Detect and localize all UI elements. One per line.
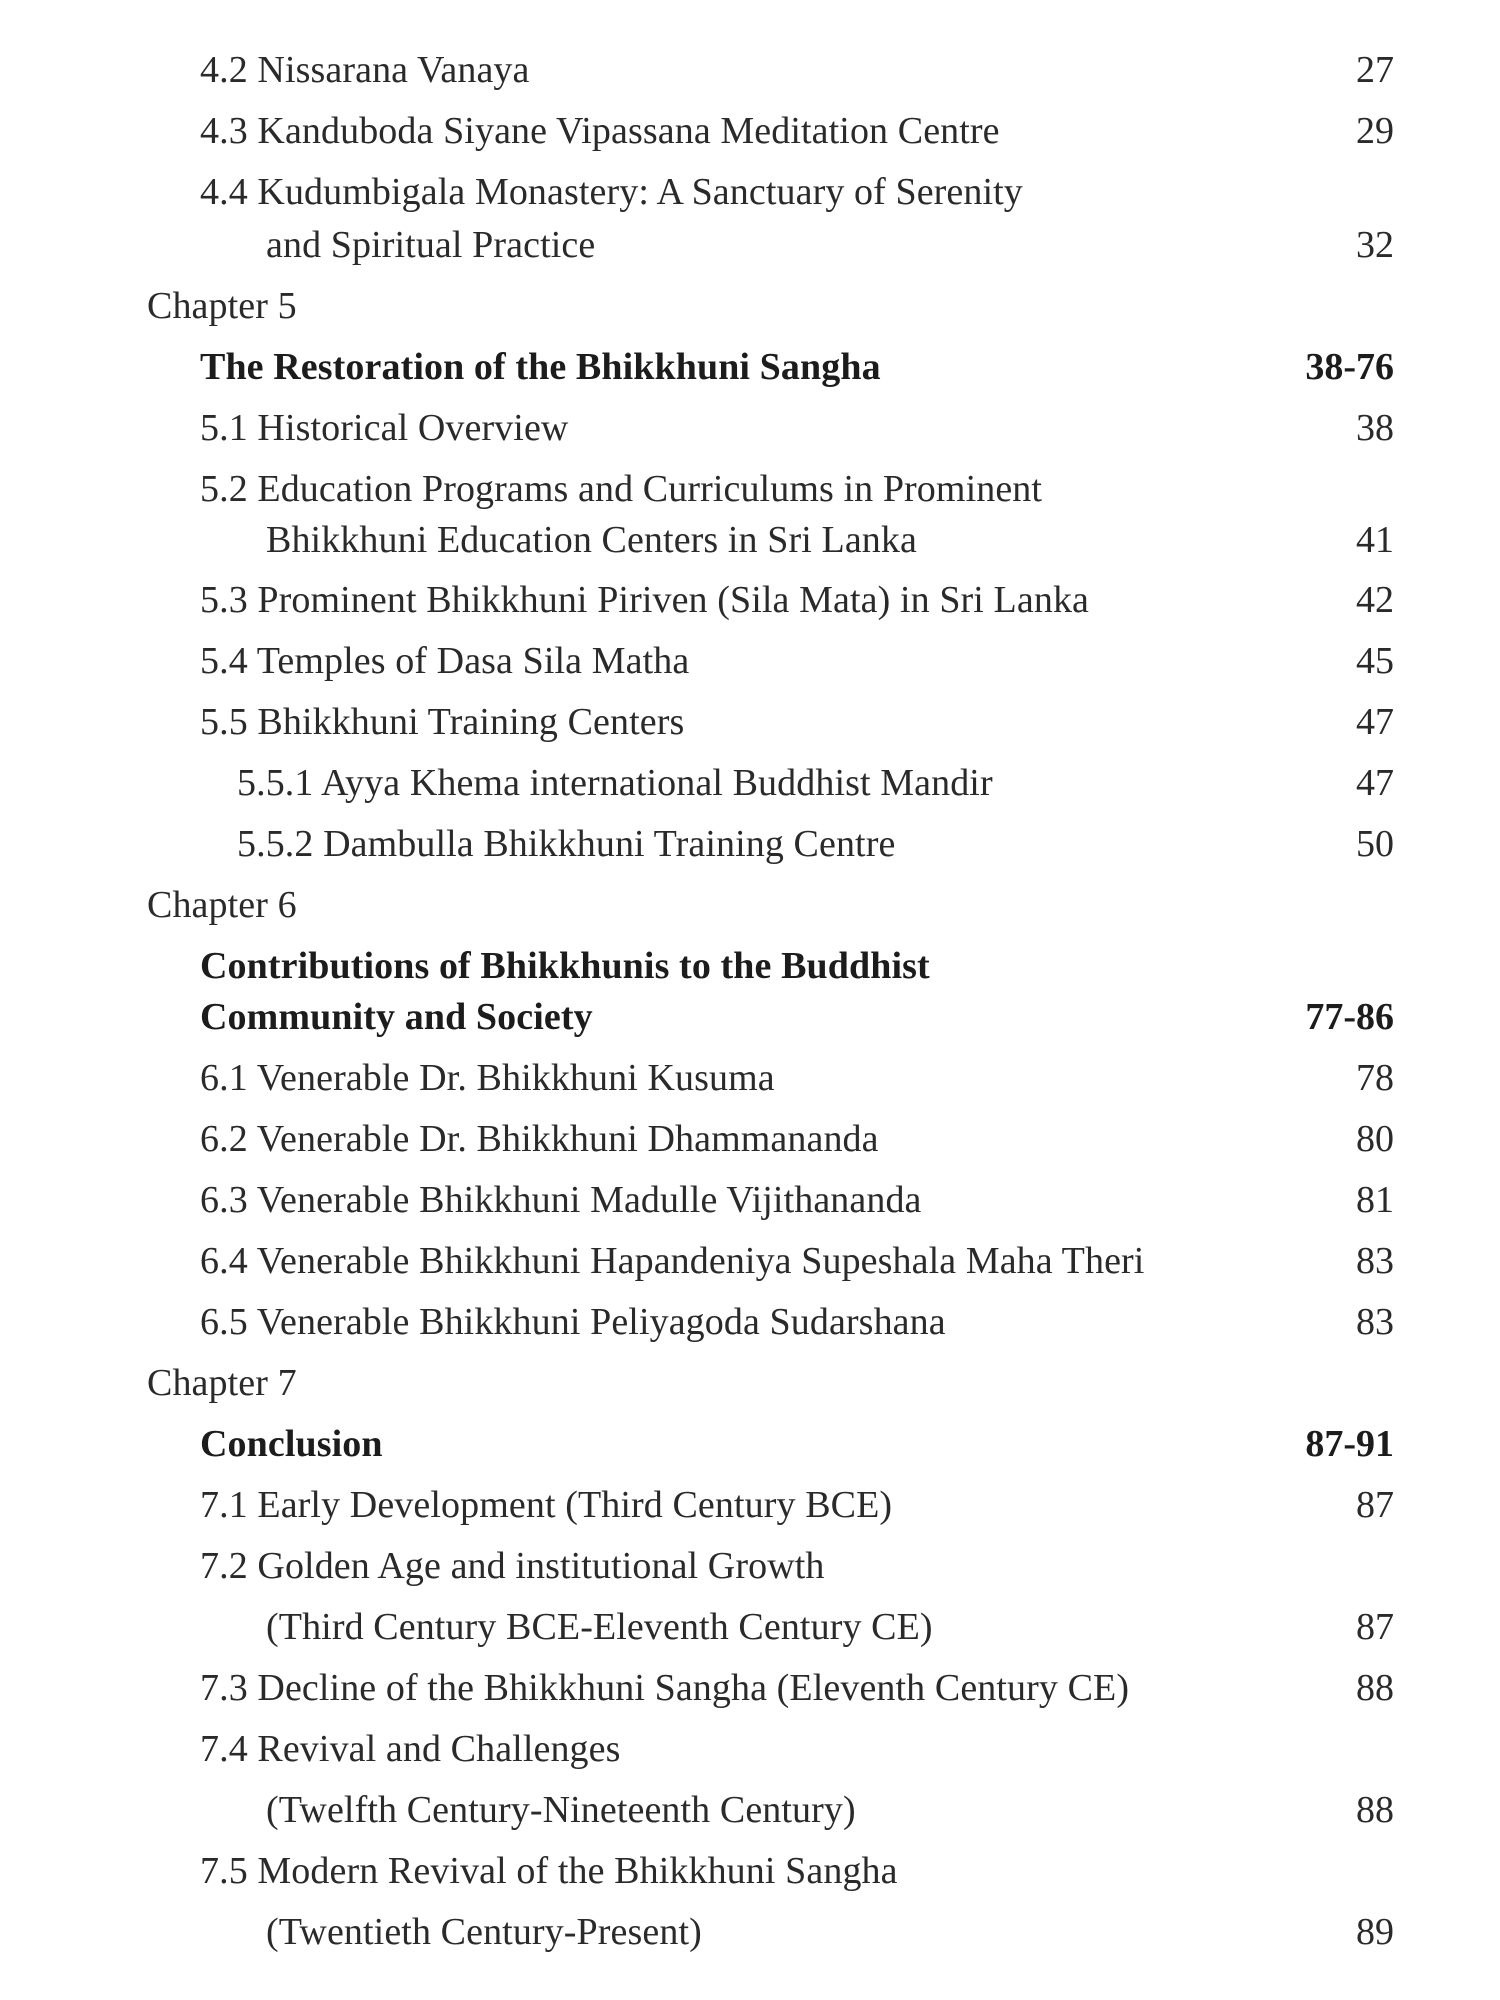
toc-entry-title: 5.3 Prominent Bhikkhuni Piriven (Sila Mata) in Sri Lanka <box>200 579 1090 621</box>
toc-entry-title: 4.2 Nissarana Vanaya <box>200 49 530 91</box>
chapter-page-range: 38-76 <box>1305 346 1394 388</box>
toc-entry-title: 5.4 Temples of Dasa Sila Matha <box>200 640 690 682</box>
toc-entry-title-line1: 4.4 Kudumbigala Monastery: A Sanctuary of Serenity <box>200 171 1023 213</box>
toc-entry-title: 6.5 Venerable Bhikkhuni Peliyagoda Sudarshana <box>200 1301 946 1343</box>
toc-entry-title: 7.1 Early Development (Third Century BCE) <box>200 1484 893 1526</box>
toc-page-number: 83 <box>1356 1301 1394 1343</box>
toc-entry-title-line1: 7.5 Modern Revival of the Bhikkhuni Sangha <box>200 1850 898 1892</box>
toc-page-number: 89 <box>1356 1911 1394 1953</box>
chapter-page-range: 77-86 <box>1305 996 1394 1038</box>
toc-entry-title-line1: 7.4 Revival and Challenges <box>200 1728 621 1770</box>
toc-entry-title-line1: 5.2 Education Programs and Curriculums in Prominent <box>200 468 1043 510</box>
toc-page-number: 45 <box>1356 640 1394 682</box>
toc-entry-title: 6.1 Venerable Dr. Bhikkhuni Kusuma <box>200 1057 775 1099</box>
toc-page-number: 83 <box>1356 1240 1394 1282</box>
toc-page-number: 88 <box>1356 1667 1394 1709</box>
toc-page-number: 81 <box>1356 1179 1394 1221</box>
toc-page-number: 87 <box>1356 1484 1394 1526</box>
chapter-page-range: 87-91 <box>1305 1423 1394 1465</box>
toc-entry-title-line2: Bhikkhuni Education Centers in Sri Lanka <box>266 519 917 561</box>
toc-entry-title: 6.3 Venerable Bhikkhuni Madulle Vijithananda <box>200 1179 922 1221</box>
toc-entry-title: 5.1 Historical Overview <box>200 407 569 449</box>
toc-entry-title: 7.3 Decline of the Bhikkhuni Sangha (Eleventh Century CE) <box>200 1667 1130 1709</box>
chapter-title: The Restoration of the Bhikkhuni Sangha <box>200 346 881 388</box>
toc-page-number: 47 <box>1356 762 1394 804</box>
toc-entry-title: 4.3 Kanduboda Siyane Vipassana Meditation Centre <box>200 110 1000 152</box>
toc-entry-title: 6.2 Venerable Dr. Bhikkhuni Dhammananda <box>200 1118 879 1160</box>
toc-entry-title-line1: 7.2 Golden Age and institutional Growth <box>200 1545 825 1587</box>
toc-page-number: 42 <box>1356 579 1394 621</box>
toc-page-number: 38 <box>1356 407 1394 449</box>
toc-page-number: 47 <box>1356 701 1394 743</box>
toc-page-number: 80 <box>1356 1118 1394 1160</box>
toc-page-number: 27 <box>1356 49 1394 91</box>
toc-entry-title: 6.4 Venerable Bhikkhuni Hapandeniya Supeshala Maha Theri <box>200 1240 1145 1282</box>
toc-page-number: 88 <box>1356 1789 1394 1831</box>
toc-page-number: 78 <box>1356 1057 1394 1099</box>
toc-page-number: 87 <box>1356 1606 1394 1648</box>
chapter-title-line2: Community and Society <box>200 996 593 1038</box>
chapter-label-6: Chapter 6 <box>147 884 297 926</box>
chapter-title: Conclusion <box>200 1423 383 1465</box>
toc-entry-title: 5.5.2 Dambulla Bhikkhuni Training Centre <box>237 823 896 865</box>
toc-page-number: 32 <box>1356 224 1394 266</box>
toc-entry-title: 5.5 Bhikkhuni Training Centers <box>200 701 685 743</box>
toc-entry-title-line2: (Third Century BCE-Eleventh Century CE) <box>266 1606 933 1648</box>
toc-entry-title: 5.5.1 Ayya Khema international Buddhist Mandir <box>237 762 993 804</box>
toc-page-number: 29 <box>1356 110 1394 152</box>
toc-entry-title-line2: (Twelfth Century-Nineteenth Century) <box>266 1789 856 1831</box>
toc-page-number: 41 <box>1356 519 1394 561</box>
toc-entry-title-line2: (Twentieth Century-Present) <box>266 1911 702 1953</box>
chapter-title-line1: Contributions of Bhikkhunis to the Buddhist <box>200 945 930 987</box>
toc-page-number: 50 <box>1356 823 1394 865</box>
toc-entry-title-line2: and Spiritual Practice <box>266 224 596 266</box>
chapter-label-5: Chapter 5 <box>147 285 297 327</box>
chapter-label-7: Chapter 7 <box>147 1362 297 1404</box>
